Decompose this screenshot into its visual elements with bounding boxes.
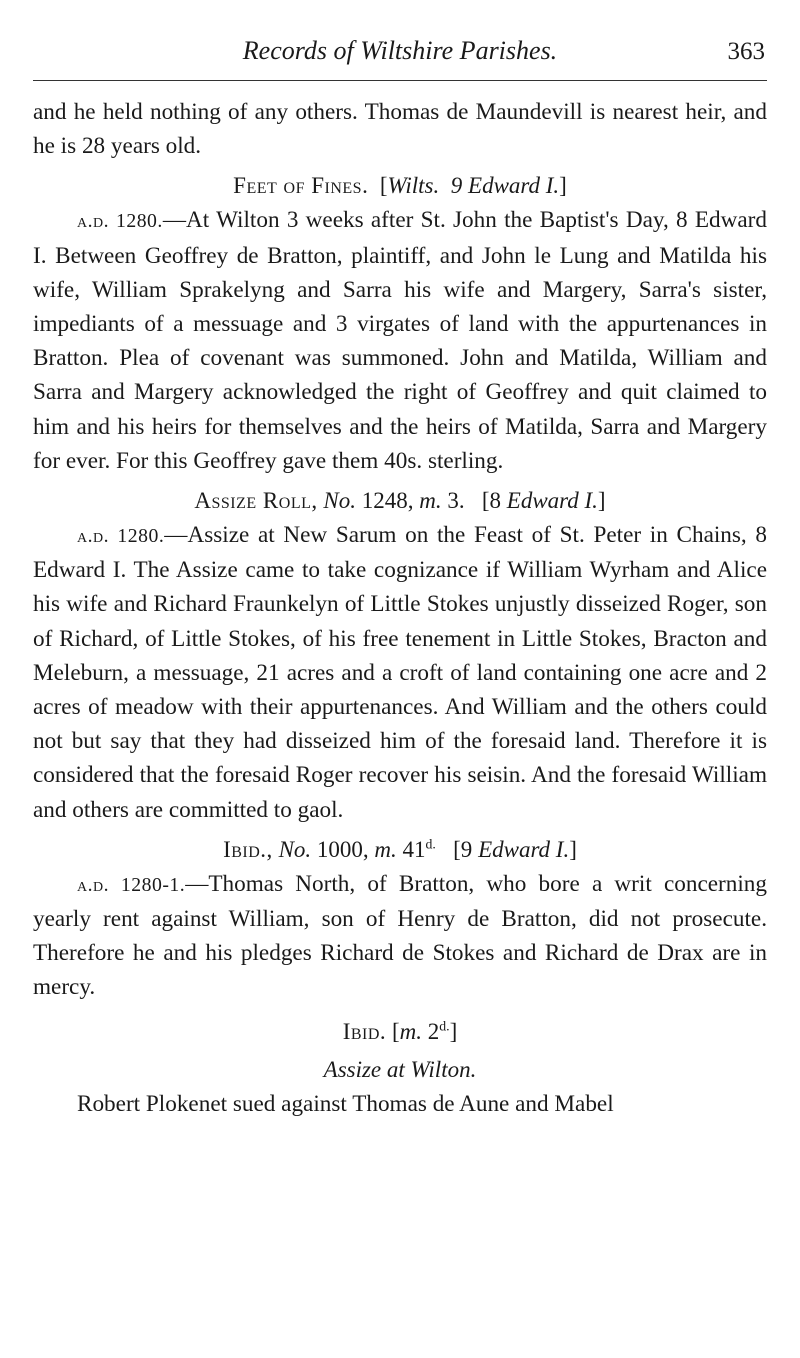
heading-m-label: m. (399, 1018, 422, 1044)
heading-no-value: 1248, (361, 488, 414, 514)
heading-no-label: No. (278, 836, 312, 862)
heading-reign: Edward I. (478, 836, 570, 862)
section-heading-feet-of-fines (33, 169, 767, 203)
heading-title: Assize Roll, (194, 488, 318, 514)
entry-date: a.d. 1280. (77, 525, 165, 548)
heading-title: Ibid. (342, 1018, 387, 1044)
entry-text: —Assize at New Sarum on the Feast of St. Peter in Chains, 8 Edward I. The Assize came to take cognizance if William Wyrham and Alice his wife and Richard Fraunkelyn of Little Stokes unjustly disseized Roger, son of Richard, of Little Stokes, of his free tenement in Little Stokes, Bracton and Meleburn, a messuage, 21 acres and a croft of land containing one acre and 2 acres of meadow with their appurtenances. And William and the others could not but say that they had disseized him of the foresaid land. Therefore it is considered that the foresaid Roger recover his seisin. And the foresaid William and others are committed to gaol. (33, 522, 767, 823)
heading-title: Feet of Fines. (233, 173, 369, 199)
heading-reign: 9 Edward I. (450, 173, 560, 199)
heading-no-value: 1000, (316, 836, 369, 862)
paragraph-assize-roll (33, 518, 767, 827)
heading-bracket-open: [ (379, 173, 388, 199)
heading-m-sup: d. (425, 836, 436, 852)
paragraph-ibid-1000 (33, 867, 767, 1005)
running-title: Records of Wiltshire Parishes. (242, 36, 558, 65)
heading-reign: Edward I. (506, 488, 598, 514)
heading-no-label: No. (323, 488, 356, 514)
paragraph-continuation: and he held nothing of any others. Thomas de Maundevill is nearest heir, and he is 28 years old. (33, 99, 767, 160)
heading-title: Ibid., (223, 836, 273, 862)
heading-bracket-close: ] (449, 1018, 458, 1044)
paragraph-plokenet: Robert Plokenet sued against Thomas de Aune and Mabel (77, 1090, 614, 1117)
page (33, 0, 767, 1121)
entry-text: —Thomas North, of Bratton, who bore a writ concerning yearly rent against William, son of Henry de Bratton, did not prosecute. Therefore he and his pledges Richard de Stokes and Richard de Drax are in mercy. (33, 870, 767, 1001)
entry-date: a.d. 1280. (77, 210, 163, 233)
entry-date: a.d. 1280-1. (77, 873, 186, 896)
subheading-assize-at-wilton: Assize at Wilton. (323, 1056, 477, 1082)
heading-bracket-close: ] (597, 488, 606, 514)
section-heading-assize-roll (33, 484, 767, 518)
heading-county: Wilts. (387, 173, 440, 199)
heading-m-value: 2 (427, 1018, 440, 1044)
heading-bracket-close: ] (569, 836, 577, 862)
page-number: 363 (727, 38, 765, 65)
heading-m-sup: d. (439, 1018, 450, 1034)
heading-bracket-open: [ (391, 1018, 400, 1044)
body-text (33, 95, 767, 1121)
heading-bracket-open: [9 (453, 836, 473, 862)
paragraph-feet-of-fines (33, 203, 767, 478)
heading-m-value: 41 (402, 836, 426, 862)
heading-m-label: m. (419, 488, 442, 514)
section-heading-ibid-m2 (33, 1015, 767, 1049)
heading-m-label: m. (374, 836, 397, 862)
entry-text: —At Wilton 3 weeks after St. John the Baptist's Day, 8 Edward I. Between Geoffrey de Bratton, plaintiff, and John le Lung and Matilda his wife, William Sprakelyng and Sarra his wife and Margery, Sarra's sister, impediants of a messuage and 3 virgates of land with the appurtenances in Bratton. Plea of covenant was summoned. John and Matilda, William and Sarra and Margery acknowledged the right of Geoffrey and quit claimed to him and his heirs for themselves and the heirs of Matilda, Sarra and Margery for ever. For this Geoffrey gave them 40s. sterling. (33, 207, 767, 474)
running-head (33, 0, 767, 81)
heading-bracket-close: ] (559, 173, 567, 199)
section-heading-ibid-1000 (33, 833, 767, 867)
heading-bracket-open: [8 (481, 488, 502, 514)
heading-m-value: 3. (447, 488, 465, 514)
